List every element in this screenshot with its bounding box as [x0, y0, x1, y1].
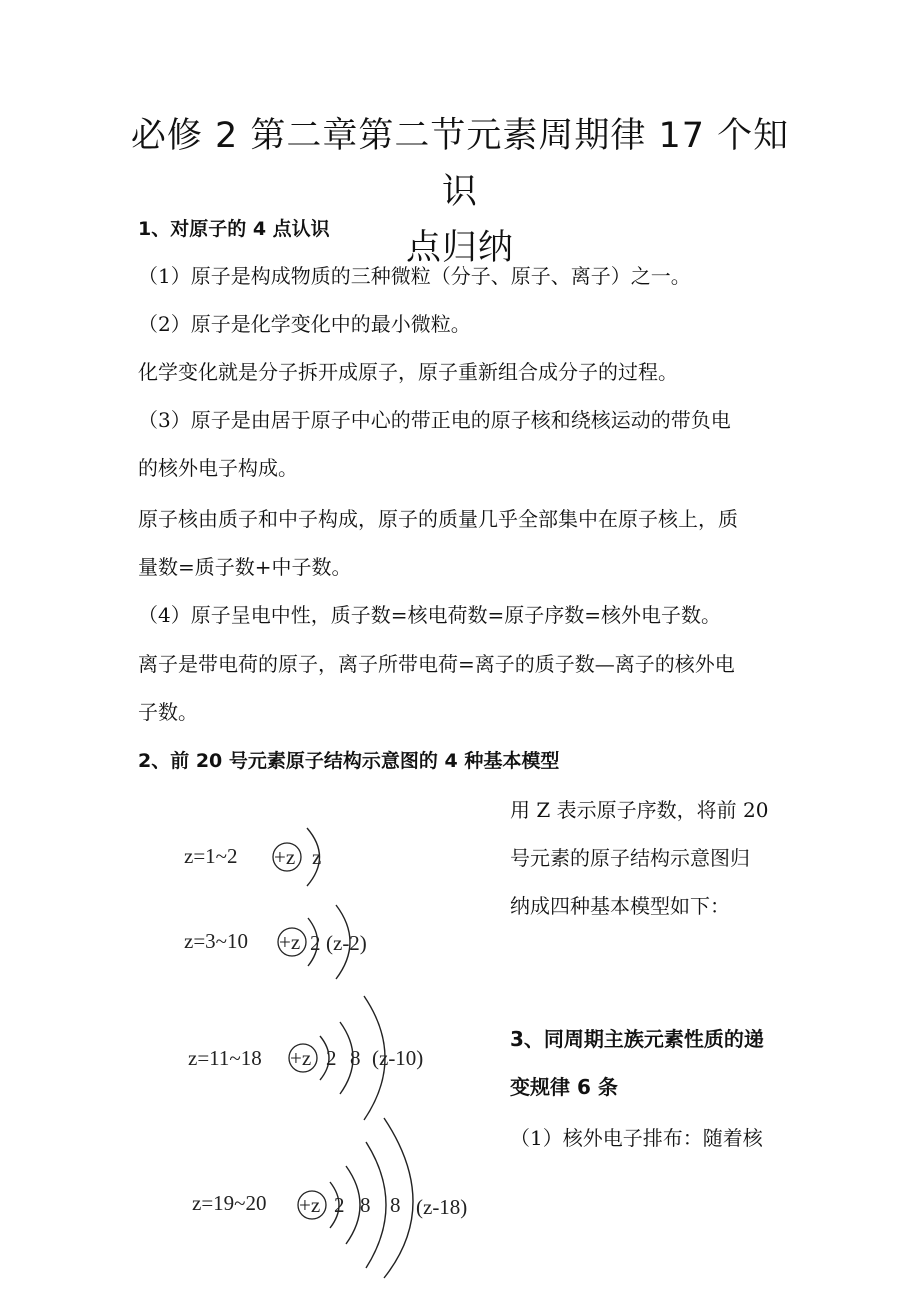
model-3-nucleus: +z: [290, 1046, 312, 1070]
model-4-shell-2: [346, 1166, 360, 1244]
model-4-shell-3-count: 8: [390, 1193, 401, 1217]
section-1-note-1: 化学变化就是分子拆开成原子，原子重新组合成分子的过程。: [138, 360, 678, 384]
model-1-shell-1-count: z: [312, 845, 322, 869]
model-2-range: z=3~10: [184, 929, 249, 953]
model-1: [184, 828, 321, 886]
section-3-point-1: （1）核外电子排布：随着核: [510, 1126, 763, 1150]
section-2-heading: 2、前 20 号元素原子结构示意图的 4 种基本模型: [138, 750, 560, 772]
model-2: [184, 905, 367, 979]
section-3-heading-a: 3、同周期主族元素性质的递: [510, 1027, 764, 1051]
model-3-shell-2-count: 8: [350, 1046, 361, 1070]
model-3-shell-1-count: 2: [326, 1046, 337, 1070]
title-line-1: 必修 2 第二章第二节元素周期律 17 个知识: [130, 116, 790, 212]
section-1-note-3a: 离子是带电荷的原子，离子所带电荷=离子的质子数—离子的核外电: [138, 652, 735, 676]
model-4-shell-2-count: 8: [360, 1193, 371, 1217]
model-3: [188, 996, 423, 1120]
model-1-range: z=1~2: [184, 844, 238, 868]
model-4-shell-4-count: (z-18): [416, 1195, 468, 1219]
section-2-text-1: 用 Z 表示原子序数，将前 20: [510, 798, 769, 822]
section-1-note-3b: 子数。: [138, 700, 198, 724]
section-3-heading-b: 变规律 6 条: [510, 1075, 618, 1099]
section-1-heading: 1、对原子的 4 点认识: [138, 218, 330, 240]
section-1-note-2b: 量数=质子数+中子数。: [138, 555, 352, 579]
atomic-structure-diagrams: [170, 800, 510, 1290]
section-1-point-4: （4）原子呈电中性，质子数=核电荷数=原子序数=核外电子数。: [138, 603, 721, 627]
model-4: [192, 1118, 467, 1278]
section-2-text-2: 号元素的原子结构示意图归: [510, 846, 750, 870]
title-line-2: 点归纳: [405, 228, 514, 268]
model-3-shell-3-count: (z-10): [372, 1046, 424, 1070]
model-3-range: z=11~18: [188, 1046, 262, 1070]
model-4-shell-1-count: 2: [334, 1193, 345, 1217]
model-4-nucleus: +z: [299, 1193, 321, 1217]
model-2-shell-1-count: 2: [310, 931, 321, 955]
model-4-range: z=19~20: [192, 1191, 267, 1215]
section-2-text-3: 纳成四种基本模型如下：: [510, 894, 730, 918]
section-1-point-1: （1）原子是构成物质的三种微粒（分子、原子、离子）之一。: [138, 264, 691, 288]
page-title: [120, 108, 800, 276]
model-2-nucleus: +z: [279, 930, 301, 954]
section-1-note-2a: 原子核由质子和中子构成，原子的质量几乎全部集中在原子核上，质: [138, 507, 738, 531]
section-1-point-3a: （3）原子是由居于原子中心的带正电的原子核和绕核运动的带负电: [138, 408, 731, 432]
section-1-point-3b: 的核外电子构成。: [138, 456, 298, 480]
model-1-nucleus: +z: [274, 845, 296, 869]
section-1-point-2: （2）原子是化学变化中的最小微粒。: [138, 312, 471, 336]
model-2-shell-2-count: (z-2): [326, 931, 367, 955]
